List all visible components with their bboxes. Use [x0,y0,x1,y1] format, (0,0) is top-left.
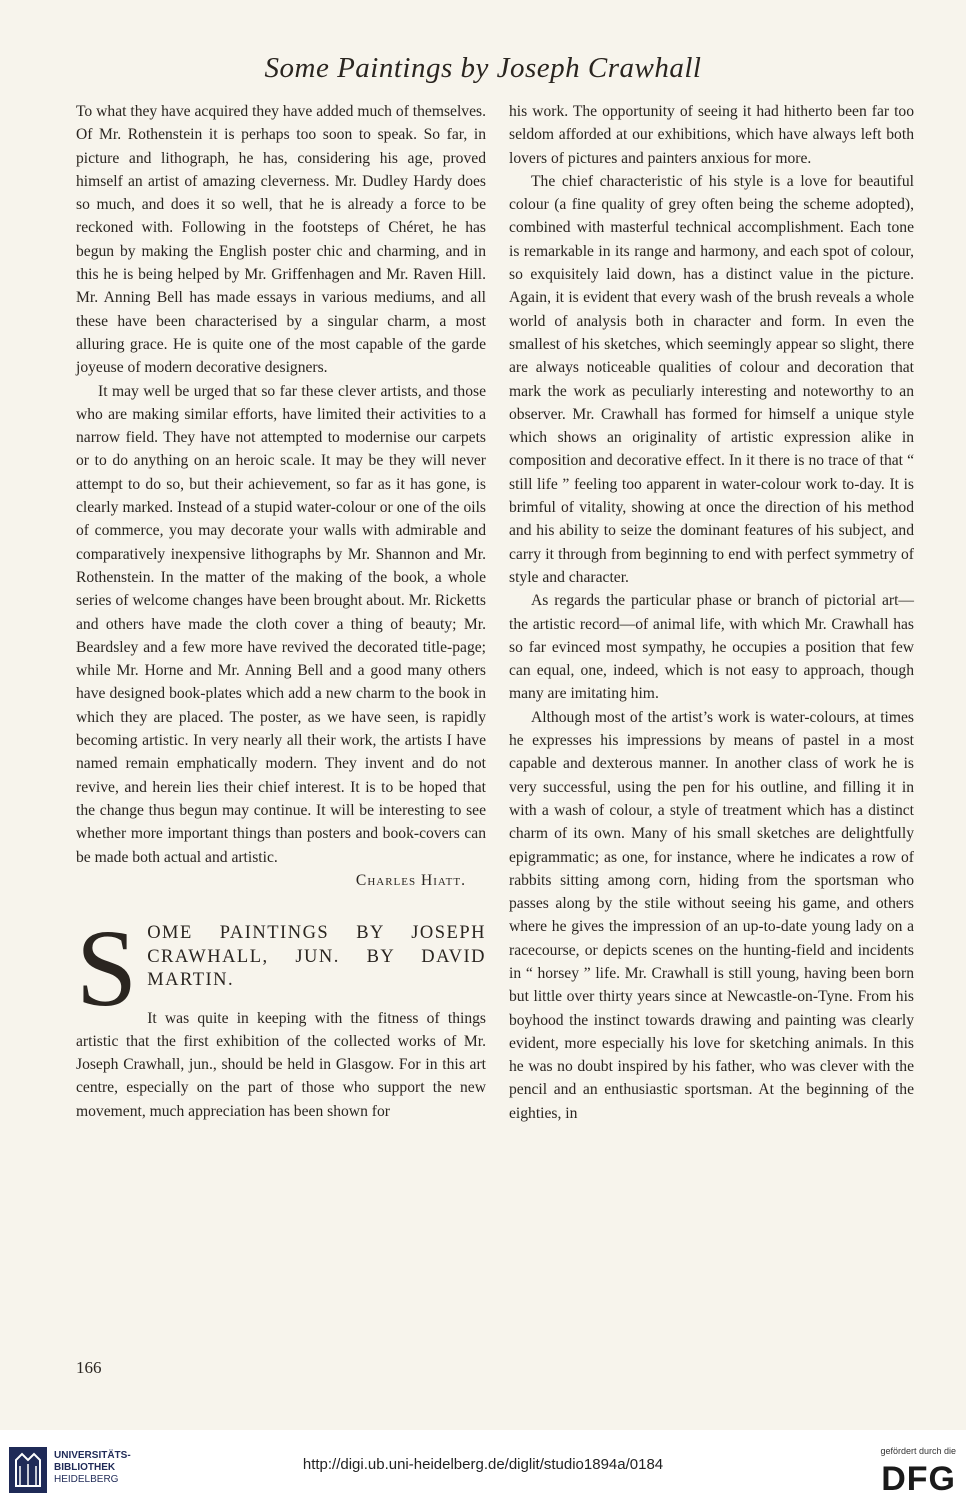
left-column [76,100,486,1123]
paragraph: The chief characteristic of his style is a love for beautiful colour (a fine quality of grey often being the scheme adopted), combined with masterful technical accomplishment. Each tone is remarkable in its range and harmony, and each spot of colour, so exquisitely laid down, has a distinct value in the picture. Again, it is evident that every wash of the brush reveals a whole world of analysis both in character and form. In even the smallest of his sketches, which seemingly appear so slight, there are always noticeable qualities of colour and decoration that mark the work as peculiarly interesting and noteworthy to an observer. Mr. Crawhall has formed for himself a unique style which shows an originality of artistic expression alike in composition and decorative effect. In it there is no trace of that “ still life ” feeling too apparent in water-colour work to-day. It is brimful of vitality, showing at once the direction of his method and his ability to seize the dominant features of his subject, and carry it through from beginning to end with perfect symmetry of style and character. [509,172,914,586]
dfg-logo: DFG [881,1460,956,1498]
paragraph: his work. The opportunity of seeing it had hitherto been far too seldom afforded at our exhibitions, which have always left both lovers of pictures and painters anxious for more. [509,103,914,167]
article-heading-block [76,907,486,1123]
drop-cap: S [76,907,138,1030]
paragraph: As regards the particular phase or branch of pictorial art—the artistic record—of animal life, with which Mr. Crawhall has so far evinced most sympathy, he occupies a position that few can equal, one, indeed, which is not easy to approach, though many are imitating him. [509,592,914,703]
paragraph: It may well be urged that so far these clever artists, and those who are making similar efforts, have limited their activities to a narrow field. They have not attempted to modernise our carpets or to do anything on an heroic scale. It may be they will never attempt to do so, but their achievement, so far as it has gone, is clearly marked. Instead of a stupid water-colour or one of the oils of commerce, you may decorate your walls with admirable and comparatively inexpensive lithographs by Mr. Shannon and Mr. Rothenstein. In the matter of the making of the book, a whole series of welcome changes have been brought about. Mr. Ricketts and others have made the cloth cover a thing of beauty; Mr. Beardsley and a few more have revived the decorated title-page; while Mr. Horne and Mr. Anning Bell and a good many others have designed book-plates which add a new charm to the book in which they are placed. The poster, as we have seen, is rapidly becoming artistic. In very nearly all their work, the artists I have named remain emphatically modern. They invent and do not revive, and herein lies their chief interest. It is to be hoped that the change thus begun may continue. It will be interesting to see whether more important things than posters and book-covers can be made both actual and artistic. [76,382,486,866]
article-heading: OME PAINTINGS BY JOSEPH CRAWHALL, JUN. BY DAVID MARTIN. [147,923,486,991]
paragraph: It was quite in keeping with the fitness of things artistic that the first exhibition of the collected works of Mr. Joseph Crawhall, jun., should be held in Glasgow. For in this art centre, especially on the part of those who support the new movement, much appreciation has been shown for [76,1009,486,1120]
running-head: Some Paintings by Joseph Crawhall [264,52,702,84]
paragraph: Although most of the artist’s work is water-colours, at times he expresses his impressions by means of pastel in a most capable and dexterous manner. In another class of work he is very successful, using the pen for his outline, and filling it in with a wash of colour, a style of treatment which has a distinct charm of its own. Many of his small sketches are delightfully epigrammatic; as one, for instance, where he indicates a row of rabbits sitting among corn, hiding from the sportsman who passes along by the stile without seeing his game, and others where he gives the impression of an up-to-date young lady on a racecourse, or depicts scenes on the hunting-field and incidents in “ horsey ” life. Mr. Crawhall is still young, having been born but little over thirty years since at Newcastle-on-Tyne. From his boyhood the instinct towards drawing and painting was clearly evident, more especially his love for sketching animals. In this he was no doubt inspired by his father, who was clever with the pencil and an enthusiastic sportsman. At the beginning of the eighties, in [509,708,914,1122]
right-column [509,100,914,1125]
page-number: 166 [76,1358,102,1377]
author-signature: Charles Hiatt. [355,871,466,889]
source-url-link[interactable]: http://digi.ub.uni-heidelberg.de/diglit/studio1894a/0184 [302,1456,664,1473]
paragraph: To what they have acquired they have added much of themselves. Of Mr. Rothenstein it is perhaps too soon to speak. So far, in picture and lithograph, he has, considering his age, proved himself an artist of amazing cleverness. Mr. Dudley Hardy does so much, and does it so well, that he is already a force to be reckoned with. Following in the footsteps of Chéret, he has begun by making the English poster chic and charming, and in this he is being helped by Mr. Griffenhagen and Mr. Raven Hill. Mr. Anning Bell has made essays in various mediums, and all these have been characterised by a singular charm, a most alluring grace. He is quite one of the most capable of the garde joyeuse of modern decorative designers. [76,103,486,377]
digitization-footer [0,1430,966,1507]
library-name: UNIVERSITÄTS- BIBLIOTHEK HEIDELBERG [54,1450,131,1485]
funder-note: gefördert durch die [880,1446,956,1456]
